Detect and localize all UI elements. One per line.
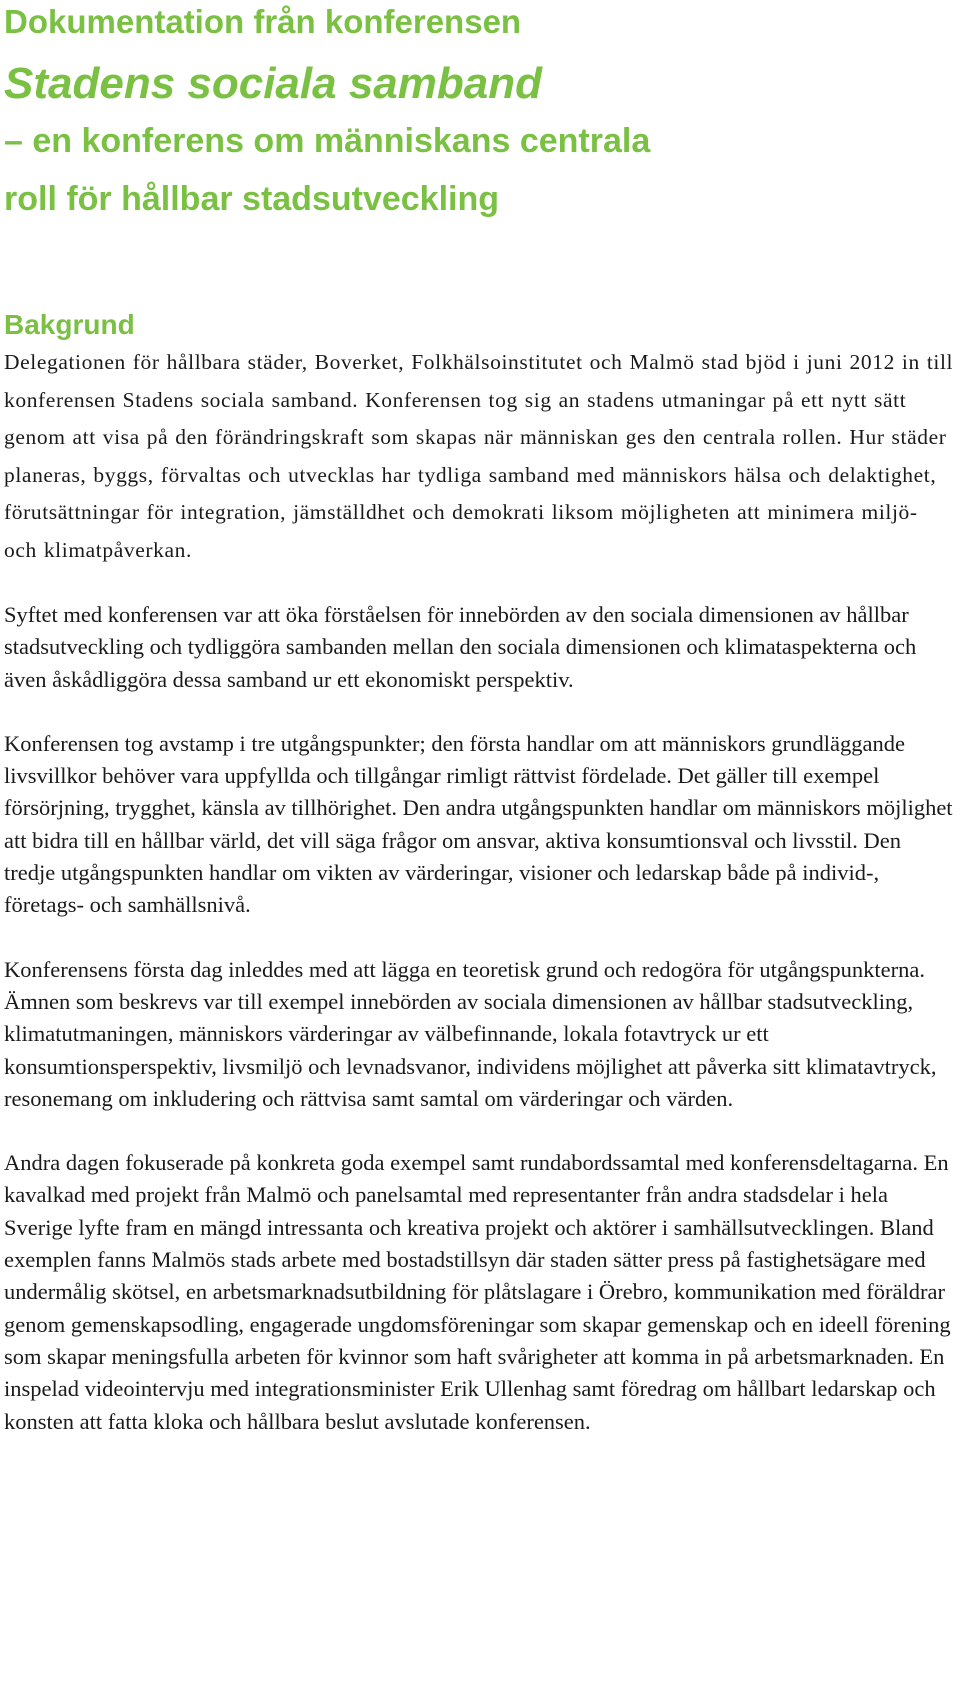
conference-subtitle	[4, 112, 954, 228]
conference-title: Stadens sociala samband	[4, 59, 542, 108]
paragraph-first-day: Konferensens första dag inleddes med att lägga en teoretisk grund och redogöra för utgångspunkterna. Ämnen som beskrevs var till exempel innebörden av sociala dimensionen av hållbar stadsutveckling, klimatutmaningen, människors värderingar av välbefinnande, lokala fotavtryck ur ett konsumtionsperspektiv, livsmiljö och levnadsvanor, individens möjlighet att påverka sitt klimatavtryck, resonemang om inkludering och rättvisa samt samtal om värderingar och värden.	[4, 956, 937, 1111]
conference-subtitle-line-2: roll för hållbar stadsutveckling	[4, 180, 500, 218]
document-page	[4, 0, 954, 1438]
section-heading: Bakgrund	[4, 309, 135, 340]
paragraph-starting-points: Konferensen tog avstamp i tre utgångspunkter; den första handlar om att människors grundläggande livsvillkor behöver vara uppfyllda och tillgångar rimligt rättvist fördelade. Det gäller till exempel försörjning, trygghet, känsla av tillhörighet. Den andra utgångspunkten handlar om människors möjlighet att bidra till en hållbar värld, det vill säga frågor om ansvar, aktiva konsumtionsval och livsstil. Den tredje utgångspunkten handlar om vikten av värderingar, visioner och ledarskap både på individ-, företags- och samhällsnivå.	[4, 730, 953, 918]
paragraph-purpose: Syftet med konferensen var att öka förståelsen för innebörden av den sociala dimensionen av hållbar stadsutveckling och tydliggöra sambanden mellan den sociala dimensionen och klimataspekterna och även åskådliggöra dessa samband ur ett ekonomiskt perspektiv.	[4, 602, 917, 692]
paragraph-second-day: Andra dagen fokuserade på konkreta goda exempel samt rundabordssamtal med konferensdeltagarna. En kavalkad med projekt från Malmö och panelsamtal med representanter från andra stadsdelar i hela Sverige lyfte fram en mängd intressanta och kreativa projekt och aktörer i samhällsutvecklingen. Bland exemplen fanns Malmös stads arbete med bostadstillsyn där staden sätter press på fastighetsägare med undermålig skötsel, en arbetsmarknadsutbildning för plåtslagare i Örebro, kommunikation med föräldrar genom gemenskapsodling, engagerade ungdomsföreningar som skapar gemenskap och en ideell förening som skapar meningsfulla arbeten för kvinnor som haft svårigheter att komma in på arbetsmarknaden. En inspelad videointervju med integrationsminister Erik Ullenhag samt föredrag om hållbart ledarskap och konsten att fatta kloka och hållbara beslut avslutade konferensen.	[4, 1150, 951, 1434]
conference-subtitle-line-1: – en konferens om människans centrala	[4, 122, 651, 160]
document-title: Dokumentation från konferensen	[4, 3, 522, 40]
paragraph-background: Delegationen för hållbara städer, Boverket, Folkhälsoinstitutet och Malmö stad bjöd i juni 2012 in till konferensen Stadens sociala samband. Konferensen tog sig an stadens utmaningar på ett nytt sätt genom att visa på den förändringskraft som skapas när människan ges den centrala rollen. Hur städer planeras, byggs, förvaltas och utvecklas har tydliga samband med människors hälsa och delaktighet, förutsättningar för integration, jämställdhet och demokrati liksom möjligheten att minimera miljö- och klimatpåverkan.	[4, 350, 954, 562]
